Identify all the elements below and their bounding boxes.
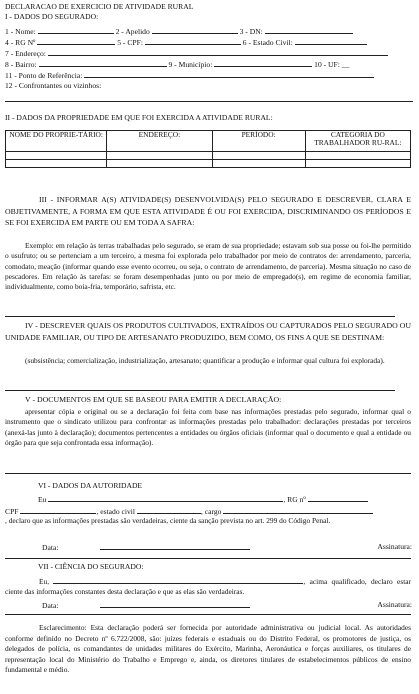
uf-label: 10 - UF:: [314, 60, 340, 69]
clarification-note: Esclarecimento: Esta declaração poderá ser fornecida por autoridade administrativa ou judicial local. As autoridades conforme definido no Decreto nº 6.722/2008, são: juízes federais e estaduais ou do Distrito Federal, os promotores de justiça, os delegados de polícia, os comandantes de unidades militares do Exército, Marinha, Aeronáutica e forças auxiliares, os titulares de representação local do Ministério do Trabalho e Emprego e, ainda, os diretores titulares de estabelecimentos públicos de ensino fundamental e médio.: [5, 623, 411, 675]
ponto-label: 11 - Ponto de Referência:: [5, 71, 83, 80]
table-cell[interactable]: [6, 152, 107, 160]
nome-label: 1 - Nome:: [5, 27, 36, 36]
authority-cpf-field[interactable]: [20, 506, 96, 514]
insured-statement: Eu, , acima qualificado, declaro estar ciente das informações constantes desta declaração e que as elas são verdadeiras.: [5, 577, 412, 597]
authority-row-2: CPF , estado civil , cargo: [5, 506, 413, 516]
authority-rg-field[interactable]: [308, 494, 368, 502]
uf-field[interactable]: __: [341, 60, 350, 69]
section-2-title: II - DADOS DA PROPRIEDADE EM QUE FOI EXERCIDA A ATIVIDADE RURAL:: [5, 113, 273, 122]
authority-row-1: Eu , RG nº: [38, 494, 413, 504]
apelido-label: 2 - Apelido: [115, 27, 150, 36]
cpf-label: 5 - CPF:: [117, 38, 143, 47]
dn-field[interactable]: [265, 26, 353, 34]
table-cell[interactable]: [212, 152, 305, 160]
table-cell[interactable]: [305, 160, 410, 168]
insured-date-field[interactable]: [100, 600, 250, 608]
bairro-field[interactable]: [39, 59, 167, 67]
endereco-field[interactable]: [48, 48, 388, 56]
divider: [5, 390, 395, 391]
row-1: [5, 26, 413, 36]
authority-date-field[interactable]: [100, 542, 250, 550]
insured-name-field[interactable]: [53, 576, 303, 584]
table-row: [6, 160, 411, 168]
row-5: [5, 70, 413, 80]
municipio-label: 9 - Município:: [168, 60, 213, 69]
authority-signature-line[interactable]: [5, 558, 411, 559]
table-cell[interactable]: [305, 152, 410, 160]
table-row: [6, 152, 411, 160]
authority-declaration: , declaro que as informações prestadas são verdadeiras, ciente da sanção prevista no art. 299 do Código Penal.: [5, 516, 331, 525]
property-table: [5, 130, 411, 168]
section-5-body: apresentar cópia e original ou se a declaração foi feita com base nas informações prestadas pelo segurado, informar qual o instrumento que o sindicato utilizou para confrontar as informações prestadas pelo trabalhador: declarações prestadas por terceiros (anexá-las junto à declaração); documentos pertencentes a entidades ou órgãos oficiais (informar qual o documento e qual a entidade ou órgão para que seja confrontada essa informação).: [5, 407, 411, 447]
section-3-body: Exemplo: em relação às terras trabalhadas pelo segurado, se eram de sua propriedade; estavam sob sua posse ou foi-lhe permitido o usufruto; ou se pertenciam a um terceiro, a mesma foi explorada pelo trabalhador por meio de contratos de: arrendamento, parceria, comodato, meação (informar quando esse evento ocorreu, ou seja, o contrato de arrendamento, de parceria). Mesma situação no caso de pescadores. Em relação às tarefas: se foram desempenhadas junto ou por meio de empregado(s), em regime de economia familiar, individualmente, como boia-fria, temporário, safrista, etc.: [5, 241, 411, 292]
ponto-field[interactable]: [84, 70, 374, 78]
endereco-label: 7 - Endereço:: [5, 49, 46, 58]
section-4-title: IV - DESCREVER QUAIS OS PRODUTOS CULTIVADOS, EXTRAÍDOS OU CAPTURADOS PELO SEGURADO OU UNIDADE FAMILIAR, OU TIPO DE ARTESANATO PRODUZIDO, BEM COMO, OS FINS A QUE SE DESTINAM:: [5, 321, 411, 342]
authority-name-field[interactable]: [48, 494, 283, 502]
table-cell[interactable]: [107, 152, 212, 160]
estado-civil-field[interactable]: [295, 37, 367, 45]
table-cell[interactable]: [212, 160, 305, 168]
apelido-field[interactable]: [152, 26, 238, 34]
insured-date-row: Data: Assinatura:: [42, 600, 412, 610]
nome-field[interactable]: [38, 26, 114, 34]
cpf-field[interactable]: [145, 37, 241, 45]
section-5-title: V - DOCUMENTOS EM QUE SE BASEOU PARA EMITIR A DECLARAÇÃO:: [25, 395, 282, 404]
municipio-field[interactable]: [214, 59, 312, 67]
authority-cargo-field[interactable]: [223, 506, 373, 514]
rg-label: 4 - RG Nº: [5, 38, 36, 47]
estado-civil-label: 6 - Estado Civil:: [242, 38, 293, 47]
section-3-title: III - INFORMAR A(S) ATIVIDADE(S) DESENVOLVIDA(S) PELO SEGURADO E DESCREVER, CLARA E OBJETIVAMENTE, A FORMA EM QUE ESTA ATIVIDADE É OU FOI EXERCIDA, DISCRIMINANDO OS PERÍODOS E SE FOI EXERCIDA EM PARTE OU EM TODA A SAFRA:: [5, 195, 411, 227]
table-cell[interactable]: [6, 160, 107, 168]
column-header: PERÍODO:: [212, 131, 305, 152]
authority-estado-civil-field[interactable]: [137, 506, 201, 514]
divider: [5, 101, 413, 102]
row-3: [5, 48, 413, 58]
column-header: NOME DO PROPRIE-TÁRIO:: [6, 131, 107, 152]
section-4-body: (subsistência; comercialização, industrialização, artesanato; quantificar a produção e informar qual cultura foi explorada).: [25, 356, 385, 365]
dn-label: 3 - DN:: [239, 27, 263, 36]
divider: [5, 473, 411, 474]
column-header: ENDEREÇO:: [107, 131, 212, 152]
authority-date-row: Data: Assinatura:: [42, 542, 412, 552]
rg-field[interactable]: [37, 37, 115, 45]
row-2: [5, 37, 413, 47]
column-header: CATEGORIA DO TRABALHADOR RU-RAL:: [305, 131, 410, 152]
bairro-label: 8 - Bairro:: [5, 60, 37, 69]
confrontantes-label: 12 - Confrontantes ou vizinhos:: [5, 81, 102, 90]
document-title: DECLARACAO DE EXERCICIO DE ATIVIDADE RURAL: [5, 2, 194, 11]
table-cell[interactable]: [107, 160, 212, 168]
section-1-title: I - DADOS DO SEGURADO:: [5, 12, 99, 21]
insured-signature-line[interactable]: [5, 614, 411, 615]
row-4: [5, 59, 413, 69]
row-6: [5, 81, 413, 90]
section-7-title: VII - CIÊNCIA DO SEGURADO:: [38, 562, 144, 571]
divider: [5, 316, 395, 317]
section-6-title: VI - DADOS DA AUTORIDADE: [38, 481, 143, 490]
